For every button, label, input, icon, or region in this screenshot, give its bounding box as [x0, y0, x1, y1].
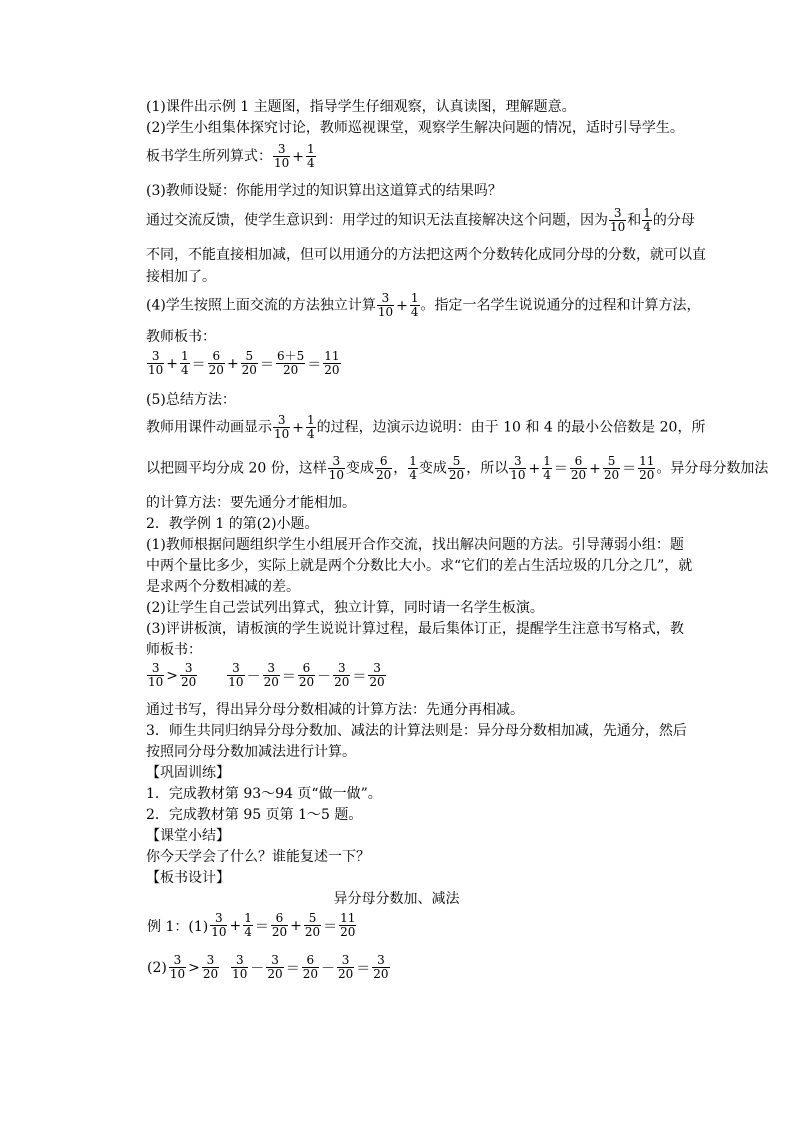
paragraph-explanation: 以把圆平均分成 20 份，这样 $\frac{3}{10}$ 变成 $\frac{6}{20}$ ， $\frac{1}{4}$ 变成 $\frac{5}{20}$ ，所以 $\frac{3}{10}$ + $\frac{1}{4}$ ＝ $\frac{6}{20}$ + $\frac{5}{20}$ ＝ $\frac{11}{20}$ 。异分母分数加法	[146, 454, 769, 482]
plus-sign: +	[292, 148, 305, 165]
paragraph-board-expression	[146, 143, 317, 170]
equation-addition: $\frac{3}{10}$ + $\frac{1}{4}$ ＝ $\frac{6}{20}$ + $\frac{5}{20}$ ＝ $\frac{6+5}{20}$ ＝ $\frac{11}{20}$	[148, 349, 340, 377]
fraction-3-10: $\frac{3}{10}$	[377, 291, 394, 319]
heading-practice: 【巩固训练】	[146, 765, 230, 781]
paragraph-step-5: (5)总结方法：	[146, 392, 236, 408]
paragraph-rule-sub: 通过书写，得出异分母分数相减的计算方法：先通分再相减。	[146, 702, 524, 718]
paragraph-summary-rule: 3．师生共同归纳异分母分数加、减法的计算法则是：异分母分数相加减，先通分，然后	[146, 723, 687, 739]
paragraph-feedback-cont: 不同，不能直接相加减，但可以用通分的方法把这两个分数转化成同分母的分数，就可以直	[146, 247, 706, 263]
paragraph-teacher-board: 教师板书：	[146, 329, 216, 345]
list-item-practice-2: 2．完成教材第 95 页第 1～5 题。	[146, 807, 363, 823]
heading-example-1-2: 2．教学例 1 的第(2)小题。	[146, 516, 319, 532]
paragraph-review-end: 师板书：	[146, 642, 202, 658]
heading-summary: 【课堂小结】	[146, 828, 230, 844]
paragraph-try: (2)让学生自己尝试列出算式，独立计算，同时请一名学生板演。	[146, 600, 544, 616]
fraction-3-10: $\frac{3}{10}$	[274, 142, 290, 170]
paragraph-animation: 教师用课件动画显示 $\frac{3}{10}$ + $\frac{1}{4}$ 的过程，边演示边说明：由于 10 和 4 的最小公倍数是 20，所	[146, 413, 706, 441]
paragraph-step-2: (2)学生小组集体探究讨论，教师巡视课堂，观察学生解决问题的情况，适时引导学生。	[146, 120, 684, 136]
paragraph-feedback-end: 接相加了。	[146, 269, 216, 285]
equation-subtraction: $\frac{3}{10}$ > $\frac{3}{20}$ $\frac{3}{10}$ － $\frac{3}{20}$ ＝ $\frac{6}{20}$ － $\frac{3}{20}$ ＝ $\frac{3}{20}$	[148, 661, 385, 689]
paragraph-summary-question: 你今天学会了什么？谁能复述一下？	[146, 849, 370, 865]
label-text: 板书学生所列算式：	[146, 148, 272, 165]
paragraph-group-work: (1)教师根据问题组织学生小组展开合作交流，找出解决问题的方法。引导薄弱小组：题	[146, 537, 684, 553]
paragraph-rule-add: 的计算方法：要先通分才能相加。	[146, 495, 356, 511]
paragraph-group-work-end: 是求两个分数相减的差。	[146, 579, 300, 595]
fraction-1-4: $\frac{1}{4}$	[410, 291, 419, 319]
fraction-3-10: $\frac{3}{10}$	[610, 206, 626, 234]
paragraph-step-4: (4)学生按照上面交流的方法独立计算 $\frac{3}{10}$ + $\frac{1}{4}$ 。指定一名学生说说通分的过程和计算方法，	[146, 291, 701, 319]
paragraph-feedback: 通过交流反馈，使学生意识到：用学过的知识无法直接解决这个问题，因为 $\frac{3}{10}$ 和 $\frac{1}{4}$ 的分母	[146, 206, 695, 234]
paragraph-summary-rule-cont: 按照同分母分数加减法进行计算。	[146, 744, 356, 760]
fraction-1-4: $\frac{1}{4}$	[643, 206, 651, 234]
list-item-practice-1: 1．完成教材第 93～94 页“做一做”。	[146, 786, 382, 802]
board-example-2: (2) $\frac{3}{10}$ > $\frac{3}{20}$ $\frac{3}{10}$ － $\frac{3}{20}$ ＝ $\frac{6}{20}$ － $\frac{3}{20}$ ＝ $\frac{3}{20}$	[147, 953, 389, 981]
heading-board-design: 【板书设计】	[146, 870, 230, 886]
board-example-1: 例 1：(1) $\frac{3}{10}$ + $\frac{1}{4}$ ＝ $\frac{6}{20}$ + $\frac{5}{20}$ ＝ $\frac{11}{20}$	[147, 911, 356, 939]
paragraph-review: (3)评讲板演，请板演的学生说说计算过程，最后集体订正，提醒学生注意书写格式，教	[146, 621, 684, 637]
fraction-1-4: $\frac{1}{4}$	[307, 142, 315, 170]
board-title: 异分母分数加、减法	[333, 891, 460, 907]
paragraph-step-3: (3)教师设疑：你能用学过的知识算出这道算式的结果吗？	[146, 183, 502, 199]
paragraph-step-1: (1)课件出示例 1 主题图，指导学生仔细观察，认真读图，理解题意。	[146, 99, 576, 115]
paragraph-group-work-cont: 中两个量比多少，实际上就是两个分数比大小。求“它们的差占生活垃圾的几分之几”，就	[146, 558, 693, 574]
